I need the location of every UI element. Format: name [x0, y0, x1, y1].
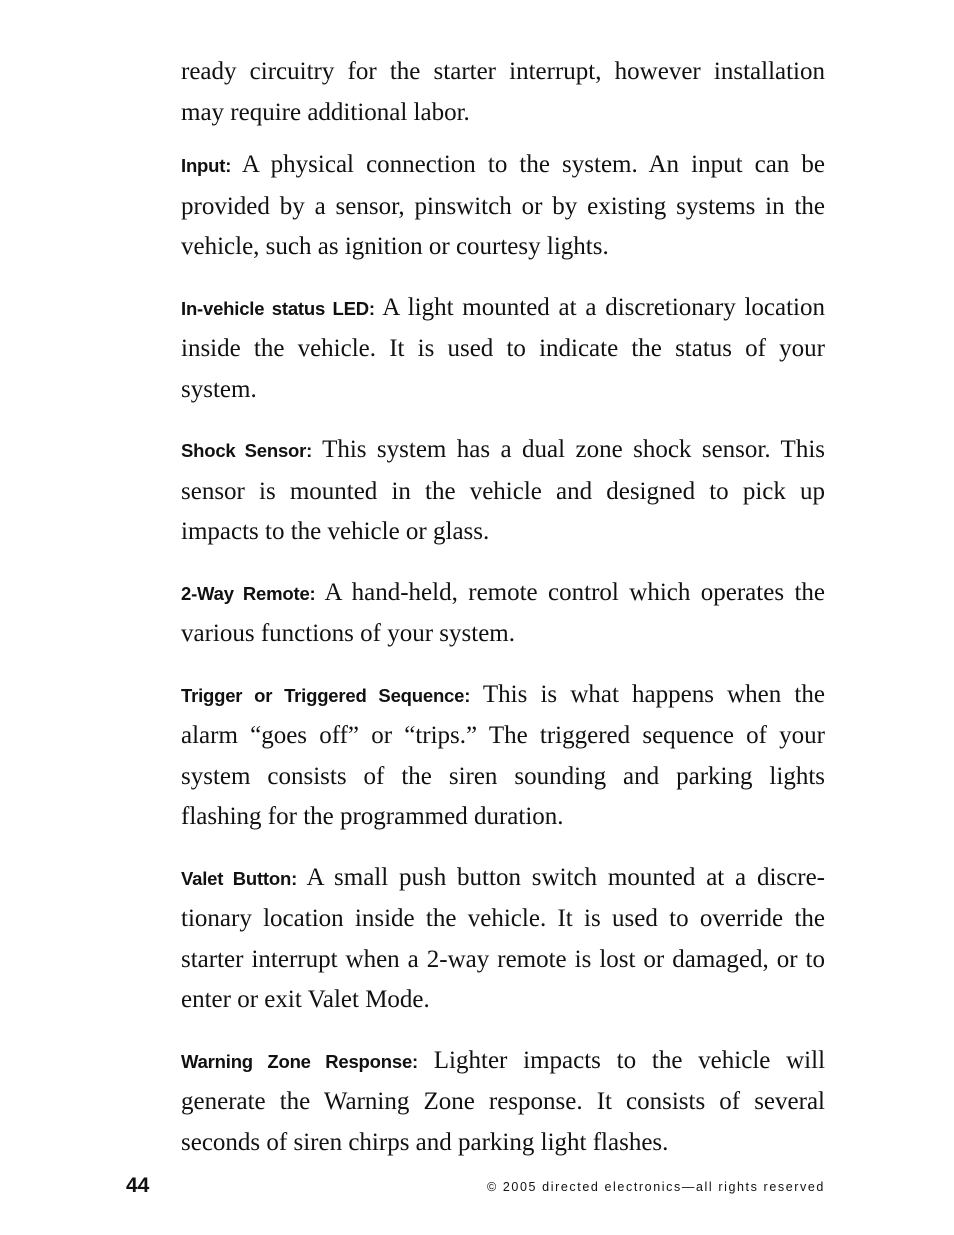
- intro-paragraph: ready circuitry for the starter interrupt, however installation may require additional labor.: [181, 58, 825, 126]
- glossary-definition: A small push button switch mounted at a discre-tionary location inside the vehicle. It is used to override the starter interrupt when a 2-way remote is lost or damaged, or to enter or exit Valet Mode.: [181, 863, 826, 1013]
- glossary-definition: A hand-held, remote control which operates the various functions of your system.: [181, 578, 825, 647]
- glossary-term: Input:: [181, 155, 232, 176]
- page-number: 44: [126, 1174, 150, 1197]
- glossary-definition: This system has a dual zone shock sensor. This sensor is mounted in the vehicle and designed to pick up impacts to the vehicle or glass.: [181, 436, 825, 545]
- glossary-term: 2-Way Remote:: [181, 582, 316, 604]
- glossary-entry-valet-button: [181, 858, 825, 1021]
- glossary-definition: Lighter impacts to the vehicle will generate the Warning Zone response. It consists of several seconds of siren chirps and parking light flashes.: [181, 1046, 826, 1156]
- glossary-entry-2way-remote: [181, 573, 825, 655]
- glossary-term: Trigger or Triggered Sequence:: [181, 684, 471, 706]
- glossary-entry-warning-zone: [181, 1041, 825, 1164]
- glossary-term: Warning Zone Response:: [181, 1050, 418, 1072]
- glossary-term: In-vehicle status LED:: [181, 297, 375, 319]
- glossary-term: Shock Sensor:: [181, 440, 313, 461]
- glossary-entry-status-led: [181, 288, 825, 411]
- glossary-term: Valet Button:: [181, 867, 298, 889]
- copyright-notice: © 2005 directed electronics—all rights reserved: [486, 1180, 825, 1194]
- glossary-definition: A physical connection to the system. An input can be provided by a sensor, pinswitch or by existing systems in the vehicle, such as ignition or courtesy lights.: [181, 151, 825, 260]
- glossary-entry-shock-sensor: [181, 430, 825, 553]
- glossary-entry-input: [181, 145, 825, 268]
- page-body: [181, 52, 825, 1183]
- glossary-definition: This is what happens when the alarm “goes off” or “trips.” The triggered sequence of your system consists of the siren sounding and parking lights flashing for the programmed duration.: [181, 680, 825, 830]
- glossary-entry-trigger: [181, 675, 825, 838]
- glossary-definition: A light mounted at a discretionary location inside the vehicle. It is used to indicate the status of your system.: [181, 293, 825, 403]
